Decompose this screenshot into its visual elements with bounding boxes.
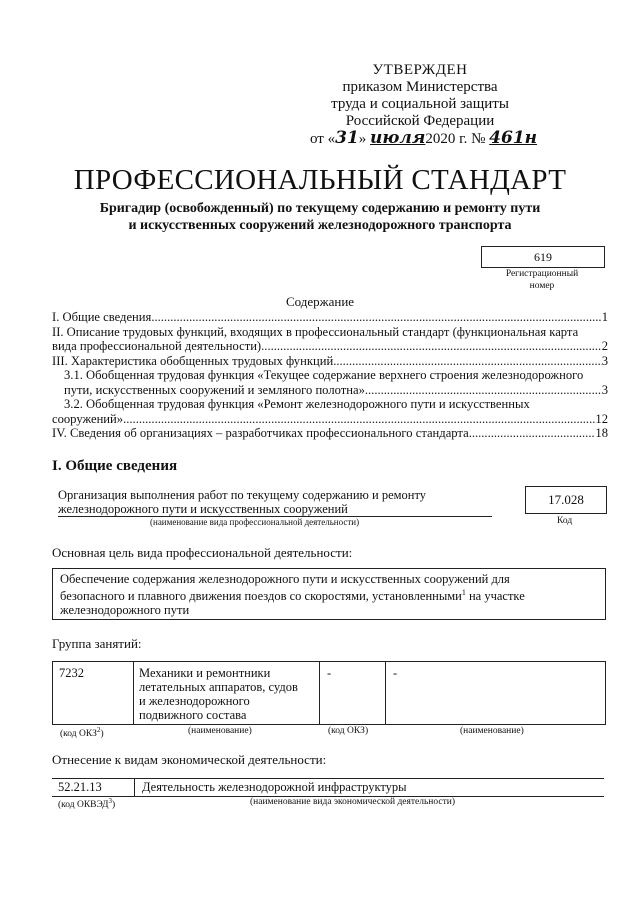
toc-item-page: 3 bbox=[601, 353, 608, 368]
okved-label: Отнесение к видам экономической деятельности: bbox=[52, 752, 327, 767]
caption-text: (код ОКВЭД bbox=[58, 800, 109, 811]
okz-name-line: летательных аппаратов, судов bbox=[139, 680, 298, 694]
toc-item-line[interactable]: 3.1. Обобщенная трудовая функция «Текущее содержание верхнего строения железнодорожного bbox=[64, 368, 584, 382]
occupation-group-table bbox=[52, 661, 606, 725]
activity-code-box: 17.028 bbox=[525, 486, 607, 514]
registration-number-label bbox=[481, 268, 603, 292]
activity-kind-line: Организация выполнения работ по текущему содержанию и ремонту bbox=[58, 488, 427, 502]
activity-kind-name bbox=[58, 488, 498, 516]
okved-code: 52.21.13 bbox=[58, 780, 102, 794]
toc-item[interactable] bbox=[52, 426, 608, 441]
toc-item[interactable] bbox=[52, 310, 608, 325]
toc-leader bbox=[365, 383, 602, 398]
activity-kind-line: железнодорожного пути и искусственных сооружений bbox=[58, 502, 348, 516]
toc-item-text: IV. Сведения об организациях – разработчиках профессионального стандарта bbox=[52, 426, 469, 440]
toc-leader bbox=[261, 339, 602, 354]
toc-item-page: 1 bbox=[601, 310, 608, 324]
okz-code-caption-2: (код ОКЗ) bbox=[328, 726, 369, 736]
toc-item[interactable] bbox=[52, 412, 608, 427]
subtitle-line: и искусственных сооружений железнодорожного транспорта bbox=[128, 218, 512, 233]
caption-text: ) bbox=[100, 729, 104, 740]
approval-line: Российской Федерации bbox=[345, 113, 495, 129]
toc-leader bbox=[333, 354, 602, 369]
toc-leader bbox=[123, 412, 595, 427]
okved-code-caption bbox=[58, 797, 115, 810]
toc-item[interactable] bbox=[52, 354, 608, 369]
okz-name-line: подвижного состава bbox=[139, 708, 247, 722]
toc-item-text: вида профессиональной деятельности) bbox=[52, 339, 262, 353]
toc-leader bbox=[469, 426, 596, 441]
okz-name-line: Механики и ремонтники bbox=[139, 666, 271, 680]
okz-name-2: - bbox=[393, 666, 398, 680]
okz-code-2: - bbox=[327, 666, 332, 680]
approval-block bbox=[310, 62, 538, 148]
footnote-ref[interactable]: 3 bbox=[108, 797, 112, 805]
footnote-ref[interactable]: 2 bbox=[96, 726, 101, 734]
toc-leader bbox=[151, 310, 601, 325]
goal-line-part: на участке bbox=[465, 589, 525, 604]
toc-item-text: пути, искусственных сооружений и земляного полотна» bbox=[64, 382, 365, 397]
toc-item-text: сооружений» bbox=[52, 411, 124, 426]
toc-heading: Содержание bbox=[285, 294, 355, 309]
table-divider bbox=[319, 662, 320, 724]
approval-line: приказом Министерства bbox=[342, 79, 498, 95]
okz-code-1: 7232 bbox=[59, 666, 84, 680]
order-month: июля bbox=[370, 128, 426, 148]
toc-item[interactable] bbox=[52, 383, 608, 398]
toc-item[interactable] bbox=[52, 339, 608, 354]
okved-name-caption: (наименование вида экономической деятельности) bbox=[250, 797, 455, 807]
approval-line: труда и социальной защиты bbox=[331, 96, 509, 112]
group-label: Группа занятий: bbox=[52, 636, 142, 651]
toc-item-page: 2 bbox=[601, 339, 608, 353]
toc-item-page: 3 bbox=[601, 382, 608, 397]
toc-item-page: 12 bbox=[595, 411, 608, 426]
order-quote: » bbox=[358, 131, 367, 147]
okz-name-caption: (наименование) bbox=[188, 726, 252, 736]
document-title: ПРОФЕССИОНАЛЬНЫЙ СТАНДАРТ bbox=[73, 164, 567, 196]
order-line bbox=[310, 128, 538, 148]
table-divider bbox=[133, 662, 134, 724]
goal-line-part: безопасного и плавного движения поездов со скоростями, установленными bbox=[60, 589, 462, 604]
toc-item-line[interactable]: II. Описание трудовых функций, входящих в профессиональный стандарт (функциональная карта bbox=[52, 324, 579, 339]
document-subtitle bbox=[40, 200, 600, 234]
caption-text: (код ОКЗ bbox=[60, 729, 97, 740]
toc-item-page: 18 bbox=[595, 426, 608, 440]
activity-code-caption: Код bbox=[557, 516, 573, 526]
toc-item-text: III. Характеристика обобщенных трудовых функций bbox=[52, 353, 334, 368]
goal-line: Обеспечение содержания железнодорожного пути и искусственных сооружений для bbox=[60, 572, 510, 586]
activity-kind-caption: (наименование вида профессиональной деятельности) bbox=[150, 517, 360, 527]
goal-line bbox=[60, 586, 600, 603]
reg-label-line: номер bbox=[529, 281, 555, 291]
goal-label: Основная цель вида профессиональной деятельности: bbox=[52, 545, 353, 560]
subtitle-line: Бригадир (освобожденный) по текущему содержанию и ремонту пути bbox=[99, 201, 541, 216]
reg-label-line: Регистрационный bbox=[505, 269, 579, 279]
toc-item-text: I. Общие сведения bbox=[52, 310, 152, 324]
footnote-ref[interactable]: 1 bbox=[461, 588, 466, 597]
approval-title: УТВЕРЖДЕН bbox=[372, 62, 468, 78]
okved-name: Деятельность железнодорожной инфраструктуры bbox=[142, 780, 407, 794]
goal-text bbox=[60, 572, 600, 617]
order-prefix: от « bbox=[310, 131, 336, 147]
goal-line: железнодорожного пути bbox=[60, 603, 190, 618]
section-heading: I. Общие сведения bbox=[52, 458, 178, 474]
registration-number-box: 619 bbox=[481, 246, 605, 268]
order-day: 31 bbox=[335, 128, 359, 148]
okz-name-caption-2: (наименование) bbox=[460, 726, 524, 736]
order-number: 461н bbox=[489, 128, 538, 148]
caption-text: ) bbox=[111, 800, 116, 811]
table-divider bbox=[134, 779, 135, 796]
table-of-contents bbox=[52, 310, 608, 441]
okz-name-line: и железнодорожного bbox=[139, 694, 250, 708]
okved-row bbox=[52, 778, 604, 797]
table-divider bbox=[385, 662, 386, 724]
order-year: 2020 г. № bbox=[425, 131, 486, 147]
okz-name-1 bbox=[139, 666, 319, 722]
toc-item-line[interactable]: 3.2. Обобщенная трудовая функция «Ремонт железнодорожного пути и искусственных bbox=[64, 397, 530, 411]
okz-code-caption bbox=[60, 726, 104, 739]
